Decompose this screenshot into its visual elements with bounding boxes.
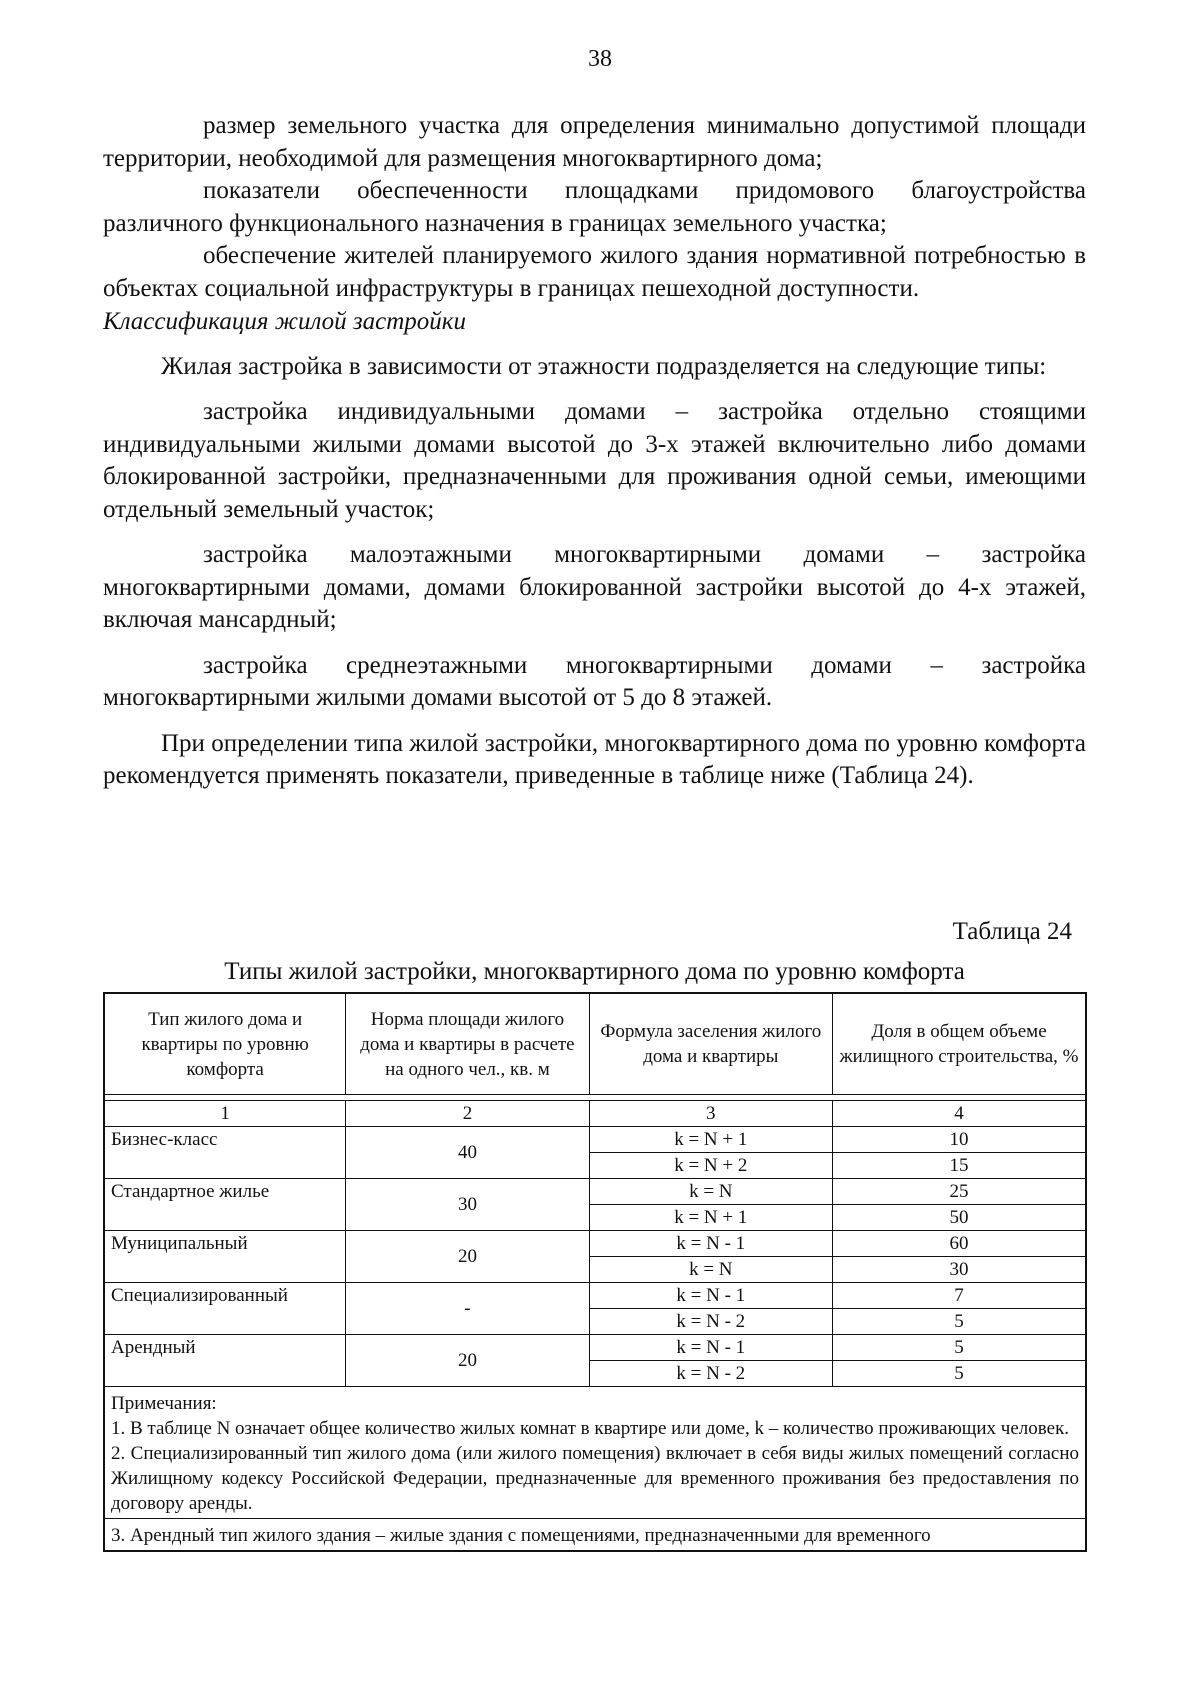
formula: k = N - 1 (589, 1231, 832, 1257)
note-item: 2. Специализированный тип жилого дома (или жилого помещения) включает в себя виды жилых помещений согласно Жилищному кодексу Российской Федерации, предназначенные для временного проживания без предоставления по договору аренды. (111, 1443, 1079, 1514)
share: 15 (832, 1153, 1086, 1179)
table-notes-continued (104, 1519, 1086, 1552)
column-header: Формула заселения жилого дома и квартиры (589, 993, 832, 1095)
area-norm: 20 (346, 1335, 589, 1387)
section-heading: Классификация жилой застройки (103, 308, 467, 335)
notes-row (104, 1519, 1086, 1552)
page-number: 38 (588, 46, 612, 72)
formula: k = N - 2 (589, 1309, 832, 1335)
table-number-label: Таблица 24 (952, 918, 1072, 945)
share: 7 (832, 1283, 1086, 1309)
column-number-row (104, 1101, 1086, 1127)
paragraph: Жилая застройка в зависимости от этажности подразделяется на следующие типы: (161, 352, 1047, 380)
table-row (104, 1283, 1086, 1309)
comfort-type: Муниципальный (104, 1231, 346, 1283)
comfort-type: Бизнес-класс (104, 1127, 346, 1179)
formula: k = N - 1 (589, 1283, 832, 1309)
share: 10 (832, 1127, 1086, 1153)
paragraph: При определении типа жилой застройки, многоквартирного дома по уровню комфорта рекомендуется применять показатели, приведенные в таблице ниже (Таблица 24). (103, 729, 1086, 789)
share: 30 (832, 1257, 1086, 1283)
formula: k = N + 2 (589, 1153, 832, 1179)
paragraph: обеспечение жителей планируемого жилого здания нормативной потребностью в объектах социальной инфраструктуры в границах пешеходной доступности. (103, 242, 1086, 302)
comfort-type: Стандартное жилье (104, 1179, 346, 1231)
comfort-type: Специализированный (104, 1283, 346, 1335)
share: 25 (832, 1179, 1086, 1205)
share: 5 (832, 1335, 1086, 1361)
column-number: 1 (104, 1101, 346, 1127)
table-notes (104, 1387, 1086, 1519)
area-norm: - (346, 1283, 589, 1335)
column-header: Тип жилого дома и квартиры по уровню комфорта (104, 993, 346, 1095)
formula: k = N (589, 1179, 832, 1205)
note-item: 1. В таблице N означает общее количество жилых комнат в квартире или доме, k – количество проживающих человек. (111, 1418, 1070, 1439)
column-number: 2 (346, 1101, 589, 1127)
table-header-row (104, 993, 1086, 1095)
table-title: Типы жилой застройки, многоквартирного дома по уровню комфорта (224, 958, 965, 985)
formula: k = N - 1 (589, 1335, 832, 1361)
paragraph: застройка малоэтажными многоквартирными домами – застройка многоквартирными домами, домами блокированной застройки высотой до 4-х этажей, включая мансардный; (103, 541, 1086, 633)
share: 5 (832, 1309, 1086, 1335)
paragraph: размер земельного участка для определения минимально допустимой площади территории, необходимой для размещения многоквартирного дома; (103, 112, 1086, 172)
body-text (103, 110, 1086, 793)
notes-row (104, 1387, 1086, 1519)
notes-title: Примечания: (111, 1393, 217, 1414)
column-header: Доля в общем объеме жилищного строительства, % (832, 993, 1086, 1095)
column-number: 4 (832, 1101, 1086, 1127)
table-row (104, 1179, 1086, 1205)
area-norm: 40 (346, 1127, 589, 1179)
formula: k = N (589, 1257, 832, 1283)
column-header: Норма площади жилого дома и квартиры в расчете на одного чел., кв. м (346, 993, 589, 1095)
note-item: 3. Арендный тип жилого здания – жилые здания с помещениями, предназначенными для временного (111, 1525, 931, 1546)
formula: k = N - 2 (589, 1361, 832, 1387)
share: 5 (832, 1361, 1086, 1387)
column-number: 3 (589, 1101, 832, 1127)
paragraph: застройка среднеэтажными многоквартирными домами – застройка многоквартирными жилыми домами высотой от 5 до 8 этажей. (103, 651, 1086, 711)
table-row (104, 1335, 1086, 1361)
paragraph: показатели обеспеченности площадками придомового благоустройства различного функционального назначения в границах земельного участка; (103, 177, 1086, 237)
area-norm: 30 (346, 1179, 589, 1231)
formula: k = N + 1 (589, 1205, 832, 1231)
paragraph: застройка индивидуальными домами – застройка отдельно стоящими индивидуальными жилыми домами высотой до 3-х этажей включительно либо домами блокированной застройки, предназначенными для проживания одной семьи, имеющими отдельный земельный участок; (103, 398, 1086, 523)
comfort-table (103, 992, 1087, 1552)
comfort-type: Арендный (104, 1335, 346, 1387)
formula: k = N + 1 (589, 1127, 832, 1153)
share: 50 (832, 1205, 1086, 1231)
share: 60 (832, 1231, 1086, 1257)
table-row (104, 1127, 1086, 1153)
table-row (104, 1231, 1086, 1257)
area-norm: 20 (346, 1231, 589, 1283)
